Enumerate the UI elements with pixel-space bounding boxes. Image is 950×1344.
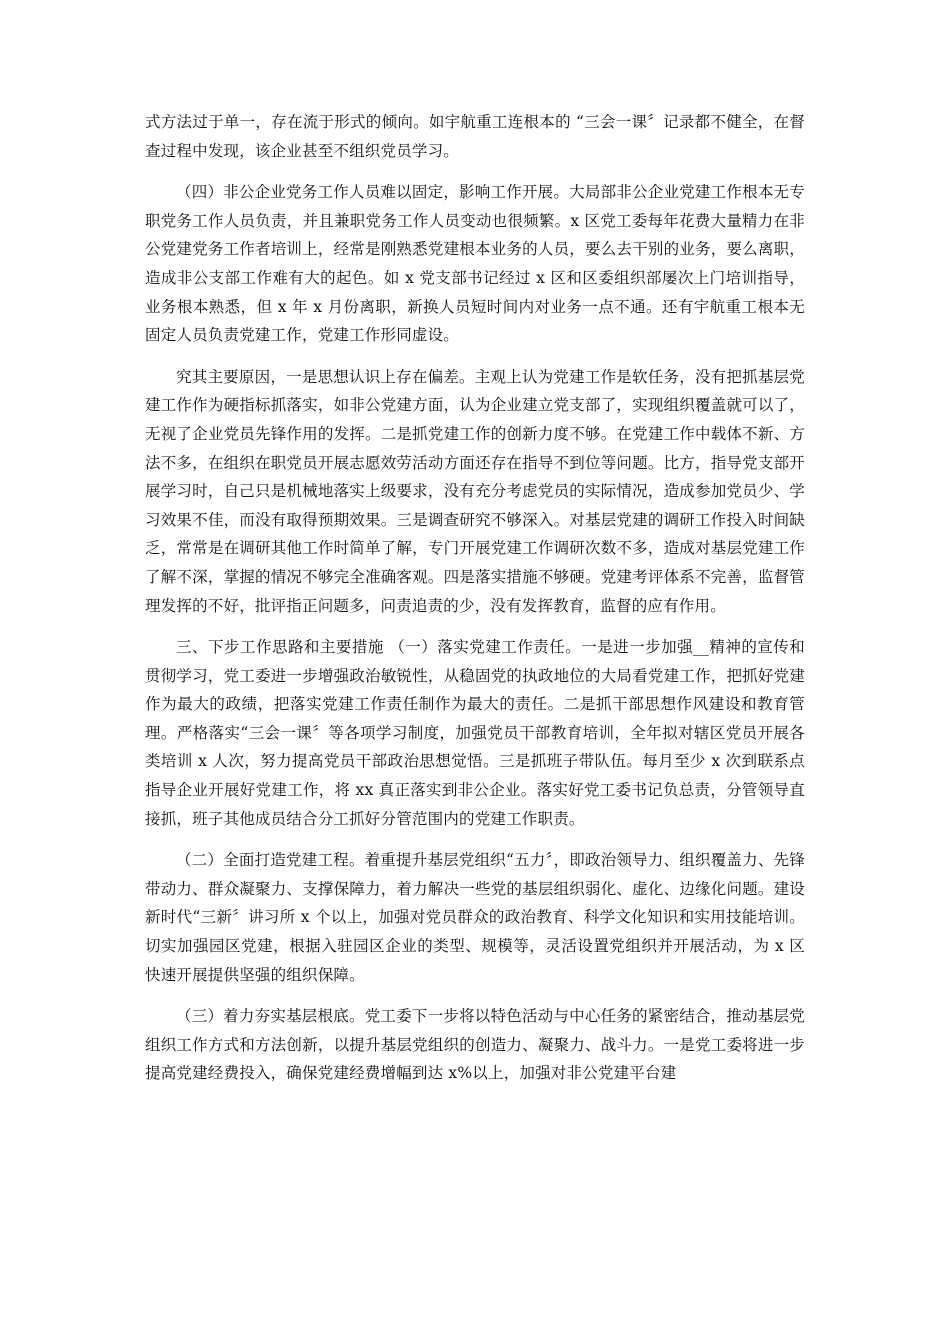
paragraph-continuation: 式方法过于单一，存在流于形式的倾向。如宇航重工连根本的 “三会一课〞记录都不健全，在督查过程中发现，该企业甚至不组织党员学习。 — [145, 113, 805, 160]
paragraph-causes: 究其主要原因，一是思想认识上存在偏差。主观上认为党建工作是软任务，没有把抓基层党建工作作为硬指标抓落实，如非公党建方面，认为企业建立党支部了，实现组织覆盖就可以了，无视了企业党员先锋作用的发挥。二是抓党建工作的创新力度不够。在党建工作中载体不新、方法不多，在组织在职党员开展志愿效劳活动方面还存在指导不到位等问题。比方，指导党支部开展学习时，自己只是机械地落实上级要求，没有充分考虑党员的实际情况，造成参加党员少、学习效果不佳，而没有取得预期效果。三是调查研究不够深入。对基层党建的调研工作投入时间缺乏，常常是在调研其他工作时简单了解，专门开展党建工作调研次数不多，造成对基层党建工作了解不深，掌握的情况不够完全准确客观。四是落实措施不够硬。党建考评体系不完善，监督管理发挥的不好，批评指正问题多，问责追责的少，没有发挥教育，监督的应有作用。 — [145, 367, 805, 615]
paragraph-grassroots-foundation: （三）着力夯实基层根底。党工委下一步将以特色活动与中心任务的紧密结合，推动基层党组织工作方式和方法创新，以提升基层党组织的创造力、凝聚力、战斗力。一是党工委将进一步提高党建经费投入，确保党建经费增幅到达 x%以上，加强对非公党建平台建 — [145, 1007, 805, 1083]
document-page — [145, 108, 805, 1088]
paragraph-section-four: （四）非公企业党务工作人员难以固定，影响工作开展。大局部非公企业党建工作根本无专职党务工作人员负责，并且兼职党务工作人员变动也很频繁。x 区党工委每年花费大量精力在非公党建党务工作者培训上，经常是刚熟悉党建根本业务的人员，要么去干别的业务，要么离职，造成非公支部工作难有大的起色。如 x 党支部书记经过 x 区和区委组织部屡次上门培训指导，业务根本熟悉，但 x 年 x 月份离职，新换人员短时间内对业务一点不通。还有宇航重工根本无固定人员负责党建工作，党建工作形同虚设。 — [145, 183, 805, 345]
paragraph-party-building-project: （二）全面打造党建工程。着重提升基层党组织“五力〞，即政治领导力、组织覆盖力、先锋带动力、群众凝聚力、支撑保障力，着力解决一些党的基层组织弱化、虚化、边缘化问题。建设新时代“三新〞讲习所 x 个以上，加强对党员群众的政治教育、科学文化知识和实用技能培训。切实加强园区党建，根据入驻园区企业的类型、规模等，灵活设置党组织并开展活动，为 x 区快速开展提供坚强的组织保障。 — [145, 851, 805, 984]
paragraph-next-steps: 三、下步工作思路和主要措施 （一）落实党建工作责任。一是进一步加强__精神的宣传和贯彻学习，党工委进一步增强政治敏锐性，从稳固党的执政地位的大局看党建工作，把抓好党建作为最大的政绩，把落实党建工作责任制作为最大的责任。二是抓干部思想作风建设和教育管理。严格落实“三会一课〞等各项学习制度，加强党员干部教育培训，全年拟对辖区党员开展各类培训 x 人次，努力提高党员干部政治思想觉悟。三是抓班子带队伍。每月至少 x 次到联系点指导企业开展好党建工作，将 xx 真正落实到非公企业。落实好党工委书记负总责，分管领导直接抓，班子其他成员结合分工抓好分管范围内的党建工作职责。 — [145, 638, 805, 828]
